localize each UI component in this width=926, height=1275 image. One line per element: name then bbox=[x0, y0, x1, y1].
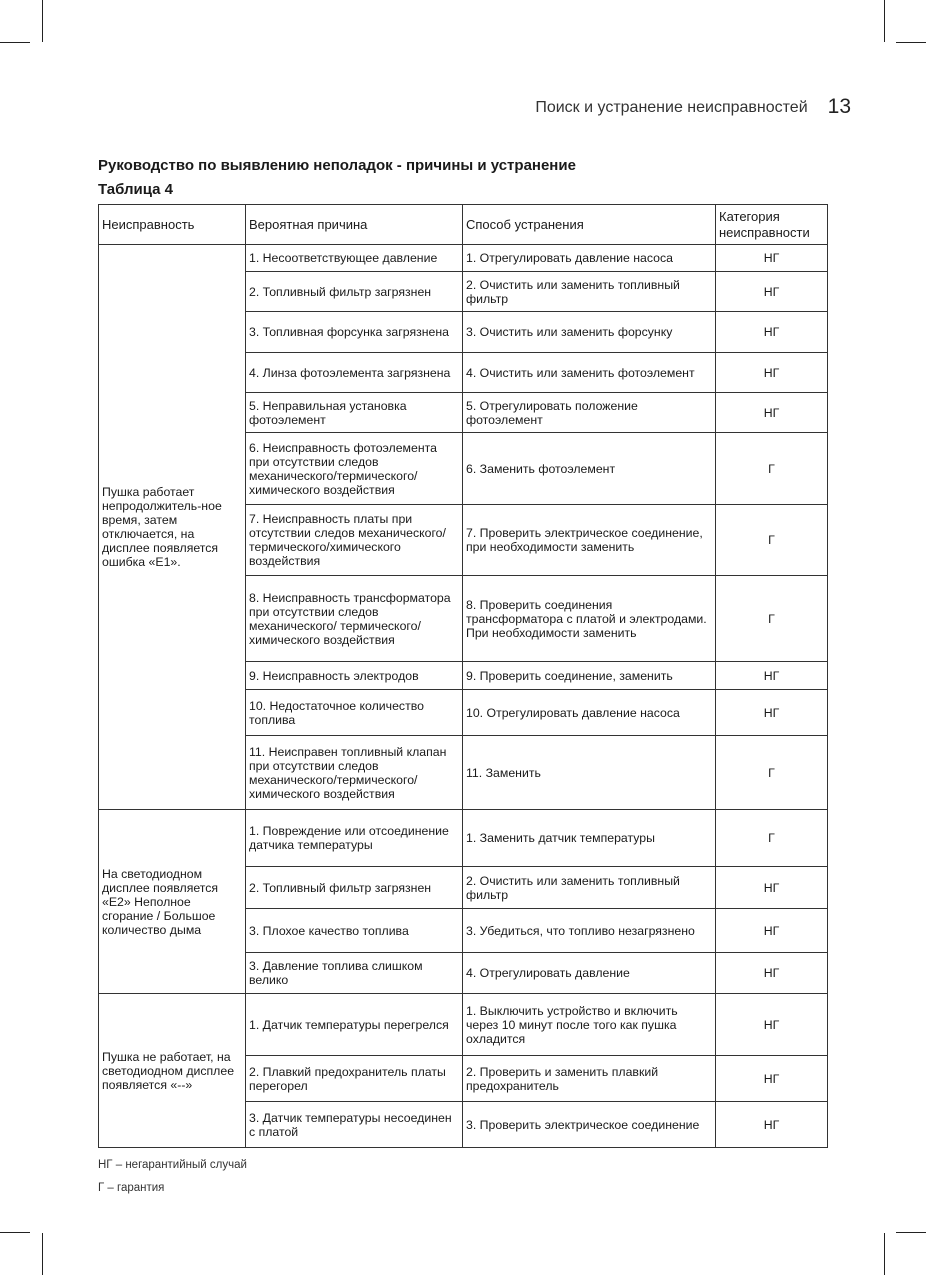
category-cell: НГ bbox=[716, 245, 828, 272]
cause-cell: 3. Датчик температуры несоединен с платой bbox=[246, 1102, 463, 1148]
category-cell: НГ bbox=[716, 690, 828, 736]
remedy-cell: 2. Очистить или заменить топливный фильтр bbox=[463, 867, 716, 909]
table-row bbox=[99, 994, 828, 1056]
fault-cell: Пушка не работает, на светодиодном дисплее появляется «--» bbox=[99, 994, 246, 1148]
crop-mark bbox=[896, 1232, 926, 1233]
remedy-cell: 8. Проверить соединения трансформатора с платой и электродами. При необходимости заменить bbox=[463, 576, 716, 662]
category-cell: НГ bbox=[716, 867, 828, 909]
table-row bbox=[99, 810, 828, 867]
table-row bbox=[99, 245, 828, 272]
category-cell: НГ bbox=[716, 1056, 828, 1102]
page-title: Руководство по выявлению неполадок - причины и устранение bbox=[98, 157, 576, 174]
remedy-cell: 10. Отрегулировать давление насоса bbox=[463, 690, 716, 736]
category-cell: Г bbox=[716, 433, 828, 505]
category-cell: НГ bbox=[716, 393, 828, 433]
remedy-cell: 2. Проверить и заменить плавкий предохранитель bbox=[463, 1056, 716, 1102]
table-label: Таблица 4 bbox=[98, 181, 174, 198]
cause-cell: 8. Неисправность трансформатора при отсутствии следов механического/ термического/химического воздействия bbox=[246, 576, 463, 662]
cause-cell: 3. Давление топлива слишком велико bbox=[246, 953, 463, 994]
crop-mark bbox=[42, 1233, 43, 1275]
cause-cell: 2. Плавкий предохранитель платы перегорел bbox=[246, 1056, 463, 1102]
section-title: Поиск и устранение неисправностей bbox=[535, 99, 808, 116]
remedy-cell: 3. Проверить электрическое соединение bbox=[463, 1102, 716, 1148]
category-cell: Г bbox=[716, 810, 828, 867]
cause-cell: 2. Топливный фильтр загрязнен bbox=[246, 272, 463, 312]
crop-mark bbox=[0, 42, 30, 43]
page-number: 13 bbox=[827, 95, 851, 118]
category-cell: НГ bbox=[716, 353, 828, 393]
remedy-cell: 4. Отрегулировать давление bbox=[463, 953, 716, 994]
remedy-cell: 1. Выключить устройство и включить через 10 минут после того как пушка охладится bbox=[463, 994, 716, 1056]
cause-cell: 4. Линза фотоэлемента загрязнена bbox=[246, 353, 463, 393]
remedy-cell: 7. Проверить электрическое соединение, при необходимости заменить bbox=[463, 505, 716, 576]
remedy-cell: 5. Отрегулировать положение фотоэлемент bbox=[463, 393, 716, 433]
cause-cell: 9. Неисправность электродов bbox=[246, 662, 463, 690]
remedy-cell: 3. Убедиться, что топливо незагрязнено bbox=[463, 909, 716, 953]
category-cell: НГ bbox=[716, 662, 828, 690]
column-header-category: Категория неисправности bbox=[716, 205, 828, 245]
cause-cell: 1. Повреждение или отсоединение датчика температуры bbox=[246, 810, 463, 867]
cause-cell: 11. Неисправен топливный клапан при отсутствии следов механического/термического/ химического воздействия bbox=[246, 736, 463, 810]
remedy-cell: 2. Очистить или заменить топливный фильтр bbox=[463, 272, 716, 312]
cause-cell: 7. Неисправность платы при отсутствии следов механического/ термического/химического воздействия bbox=[246, 505, 463, 576]
remedy-cell: 1. Заменить датчик температуры bbox=[463, 810, 716, 867]
category-cell: НГ bbox=[716, 909, 828, 953]
fault-cell: На светодиодном дисплее появляется «E2» Неполное сгорание / Большое количество дыма bbox=[99, 810, 246, 994]
page-header bbox=[0, 94, 851, 118]
cause-cell: 1. Датчик температуры перегрелся bbox=[246, 994, 463, 1056]
remedy-cell: 11. Заменить bbox=[463, 736, 716, 810]
footnote-ng: НГ – негарантийный случай bbox=[98, 1159, 247, 1171]
remedy-cell: 3. Очистить или заменить форсунку bbox=[463, 312, 716, 353]
cause-cell: 10. Недостаточное количество топлива bbox=[246, 690, 463, 736]
troubleshooting-table bbox=[98, 204, 828, 1148]
cause-cell: 6. Неисправность фотоэлемента при отсутствии следов механического/термического/ химического воздействия bbox=[246, 433, 463, 505]
cause-cell: 3. Топливная форсунка загрязнена bbox=[246, 312, 463, 353]
category-cell: Г bbox=[716, 576, 828, 662]
column-header-remedy: Способ устранения bbox=[463, 205, 716, 245]
cause-cell: 3. Плохое качество топлива bbox=[246, 909, 463, 953]
cause-cell: 1. Несоответствующее давление bbox=[246, 245, 463, 272]
remedy-cell: 4. Очистить или заменить фотоэлемент bbox=[463, 353, 716, 393]
remedy-cell: 1. Отрегулировать давление насоса bbox=[463, 245, 716, 272]
remedy-cell: 6. Заменить фотоэлемент bbox=[463, 433, 716, 505]
category-cell: Г bbox=[716, 505, 828, 576]
cause-cell: 5. Неправильная установка фотоэлемент bbox=[246, 393, 463, 433]
crop-mark bbox=[896, 42, 926, 43]
category-cell: НГ bbox=[716, 953, 828, 994]
crop-mark bbox=[884, 0, 885, 42]
fault-cell: Пушка работает непродолжитель-ное время, затем отключается, на дисплее появляется ошибка «E1». bbox=[99, 245, 246, 810]
category-cell: НГ bbox=[716, 994, 828, 1056]
cause-cell: 2. Топливный фильтр загрязнен bbox=[246, 867, 463, 909]
category-cell: Г bbox=[716, 736, 828, 810]
crop-mark bbox=[0, 1232, 30, 1233]
category-cell: НГ bbox=[716, 272, 828, 312]
column-header-fault: Неисправность bbox=[99, 205, 246, 245]
table-header-row bbox=[99, 205, 828, 245]
crop-mark bbox=[42, 0, 43, 42]
remedy-cell: 9. Проверить соединение, заменить bbox=[463, 662, 716, 690]
crop-mark bbox=[884, 1233, 885, 1275]
category-cell: НГ bbox=[716, 312, 828, 353]
column-header-cause: Вероятная причина bbox=[246, 205, 463, 245]
category-cell: НГ bbox=[716, 1102, 828, 1148]
footnote-g: Г – гарантия bbox=[98, 1182, 165, 1194]
